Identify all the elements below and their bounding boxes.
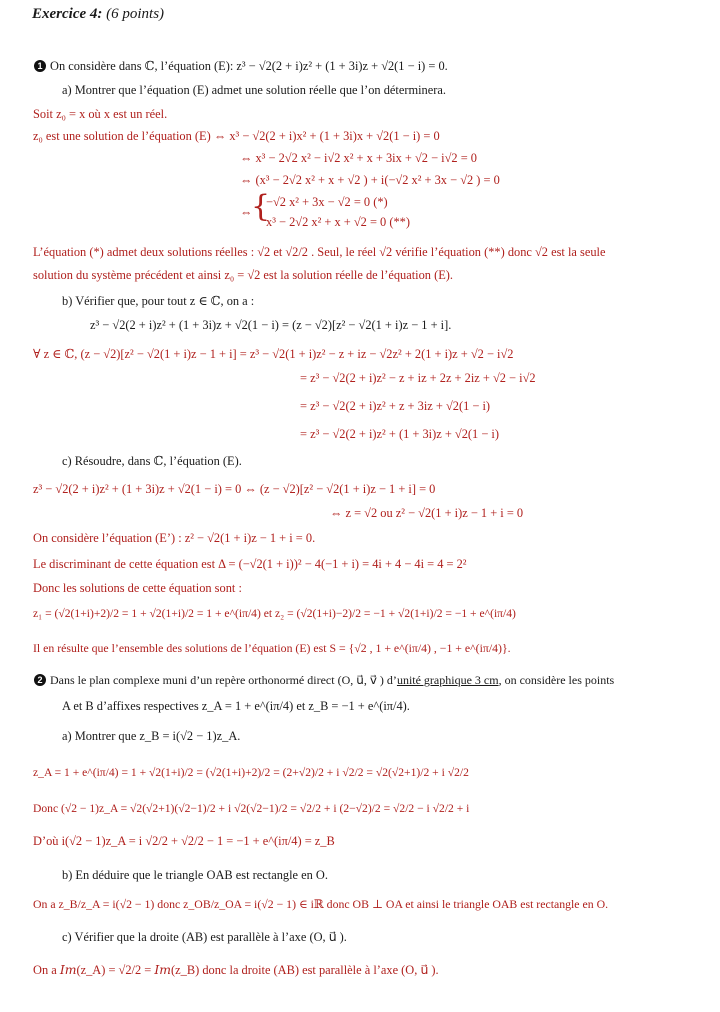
part2-b-line: On a z_B/z_A = i(√2 − 1) donc z_OB/z_OA = i(√2 − 1) ∈ iℝ donc OB ⊥ OA et ainsi le triangle OAB est rectangle en O. <box>33 897 609 911</box>
part1-b-line-4: = z³ − √2(2 + i)z² + (1 + 3i)z + √2(1 − i) <box>300 427 499 441</box>
part1-b-line-1: ∀ z ∈ ℂ, (z − √2)[z² − √2(1 + i)z − 1 + i] = z³ − √2(1 + i)z² − z + iz − √2z² + 2(1 + i)z + √2 − i√2 <box>33 347 514 361</box>
part2-intro-text-2: , on considère les points <box>498 673 615 687</box>
part1-c-line-7: Il en résulte que l’ensemble des solutions de l’équation (E) est S = {√2 , 1 + e^(iπ/4) , −1 + e^(iπ/4)}. <box>33 641 511 655</box>
part1-a-line-4: ⇔ (x³ − 2√2 x² + x + √2 ) + i(−√2 x² + 3x − √2 ) = 0 <box>240 173 500 187</box>
part2-b-question: b) En déduire que le triangle OAB est rectangle en O. <box>62 868 328 882</box>
part1-a-system-2: x³ − 2√2 x² + x + √2 = 0 (**) <box>266 215 410 229</box>
part1-c-line-2: ⇔ z = √2 ou z² − √2(1 + i)z − 1 + i = 0 <box>330 506 524 520</box>
part2-c-line: On a 𝐼𝑚(z_A) = √2/2 = 𝐼𝑚(z_B) donc la droite (AB) est parallèle à l’axe (O, u⃗ ). <box>33 963 439 977</box>
part2-a-line-2: Donc (√2 − 1)z_A = √2(√2+1)(√2−1)/2 + i √2(√2−1)/2 = √2/2 + i (2−√2)/2 = √2/2 − i √2/2 + i <box>33 802 470 815</box>
part2-c-question: c) Vérifier que la droite (AB) est parallèle à l’axe (O, u⃗ ). <box>62 930 347 944</box>
part1-number-badge: 1 <box>34 60 46 72</box>
part2-a-question: a) Montrer que z_B = i(√2 − 1)z_A. <box>62 729 241 743</box>
part1-c-question: c) Résoudre, dans ℂ, l’équation (E). <box>62 454 242 468</box>
part1-a-conclusion-2: solution du système précédent et ainsi z₀ = √2 est la solution réelle de l’équation (E). <box>33 268 453 282</box>
part1-a-line-1: Soit z₀ = x où x est un réel. <box>33 107 168 121</box>
part1-c-line-4: Le discriminant de cette équation est Δ = (−√2(1 + i))² − 4(−1 + i) = 4i + 4 − 4i = 4 = 2² <box>33 557 467 571</box>
part2-intro-points: A et B d’affixes respectives z_A = 1 + e^(iπ/4) et z_B = −1 + e^(iπ/4). <box>62 699 410 713</box>
part1-c-line-3: On considère l’équation (E’) : z² − √2(1 + i)z − 1 + i = 0. <box>33 531 316 545</box>
part1-c-line-1: z³ − √2(2 + i)z² + (1 + 3i)z + √2(1 − i) = 0 ⇔ (z − √2)[z² − √2(1 + i)z − 1 + i] = 0 <box>33 482 436 496</box>
part1-a-conclusion-1: L’équation (*) admet deux solutions réelles : √2 et √2/2 . Seul, le réel √2 vérifie l’équation (**) donc √2 est la seule <box>33 245 606 259</box>
part2-intro-unit: unité graphique 3 cm <box>396 673 499 687</box>
part1-intro-text: On considère dans ℂ, l’équation (E): z³ − √2(2 + i)z² + (1 + 3i)z + √2(1 − i) = 0. <box>50 59 448 73</box>
part1-c-line-6: z₁ = (√2(1+i)+2)/2 = 1 + √2(1+i)/2 = 1 + e^(iπ/4) et z₂ = (√2(1+i)−2)/2 = −1 + √2(1+i)/2 = −1 + e^(iπ/4) <box>33 607 516 620</box>
exercise-label: Exercice 4: <box>32 6 103 22</box>
part2-a-line-1: z_A = 1 + e^(iπ/4) = 1 + √2(1+i)/2 = (√2(1+i)+2)/2 = (2+√2)/2 + i √2/2 = √2(√2+1)/2 + i √2/2 <box>33 766 469 779</box>
part1-a-line-2: z₀ est une solution de l’équation (E) ⇔ x³ − √2(2 + i)x² + (1 + 3i)x + √2(1 − i) = 0 <box>33 129 440 143</box>
system-brace-icon: { <box>251 189 271 224</box>
part1-a-line-3: ⇔ x³ − 2√2 x² − i√2 x² + x + 3ix + √2 − i√2 = 0 <box>240 151 477 165</box>
part2-number-badge: 2 <box>34 674 46 686</box>
part1-intro <box>34 58 448 74</box>
part2-a-line-3: D’où i(√2 − 1)z_A = i √2/2 + √2/2 − 1 = −1 + e^(iπ/4) = z_B <box>33 834 335 848</box>
exercise-points: (6 points) <box>106 6 165 22</box>
part1-a-question: a) Montrer que l’équation (E) admet une solution réelle que l’on déterminera. <box>62 83 446 97</box>
part1-b-question: b) Vérifier que, pour tout z ∈ ℂ, on a : <box>62 294 255 308</box>
part1-b-line-3: = z³ − √2(2 + i)z² + z + 3iz + √2(1 − i) <box>300 399 491 413</box>
part2-intro <box>34 672 614 688</box>
part1-a-system-1: −√2 x² + 3x − √2 = 0 (*) <box>266 195 388 209</box>
part2-intro-text-1: Dans le plan complexe muni d’un repère orthonormé direct (O, u⃗, v⃗ ) d’ <box>50 673 397 687</box>
part1-b-identity: z³ − √2(2 + i)z² + (1 + 3i)z + √2(1 − i) = (z − √2)[z² − √2(1 + i)z − 1 + i]. <box>90 318 452 332</box>
part1-b-line-2: = z³ − √2(2 + i)z² − z + iz + 2z + 2iz + √2 − i√2 <box>300 371 536 385</box>
part1-a-equiv: ⇔ <box>240 205 253 219</box>
exercise-title <box>32 6 164 22</box>
part1-c-line-5: Donc les solutions de cette équation sont : <box>33 581 242 595</box>
